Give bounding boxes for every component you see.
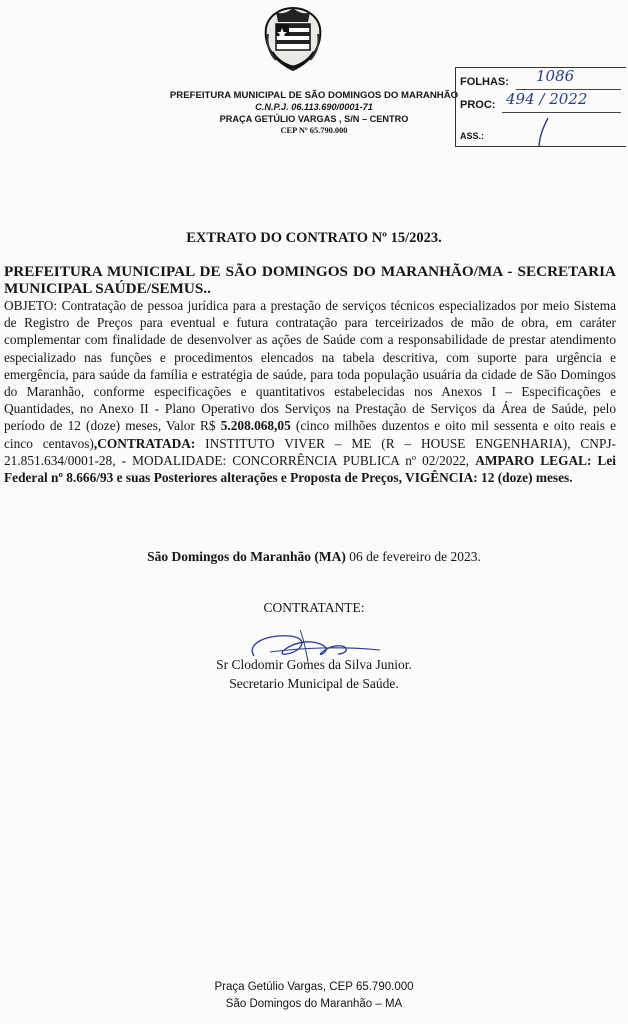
signer-block xyxy=(0,655,628,693)
stamp-folhas-label: FOLHAS: xyxy=(460,76,509,88)
contratante-label: CONTRATANTE: xyxy=(263,600,365,615)
header-address: PRAÇA GETÚLIO VARGAS , S/N – CENTRO xyxy=(219,114,409,124)
stamp-folhas-value: 1086 xyxy=(536,67,575,85)
stamp-ass-label: ASS.: xyxy=(460,131,485,141)
amparo-legal-text: AMPARO LEGAL: Lei Federal nº 8.666/93 e suas Posteriores alterações e Proposta de Preços, VIGÊNCIA: 12 (doze) meses. xyxy=(4,452,616,486)
contratada-label: ,CONTRATADA: xyxy=(93,435,196,451)
document-title: EXTRATO DO CONTRATO Nº 15/2023. xyxy=(186,230,442,246)
contract-value-written: (cinco milhões duzentos e oito mil sessenta e oito reais e cinco centavos) xyxy=(4,418,616,451)
contract-body-text xyxy=(4,297,616,486)
footer-city: São Domingos do Maranhão – MA xyxy=(225,998,403,1010)
objeto-text: OBJETO: Contratação de pessoa jurídica para a prestação de serviços técnicos especializados por meio Sistema de Registro de Preços para eventual e futura contratação para terceirizados de mão de obra, em caráter complementar com finalidade de desenvolver as ações de Saúde com a responsabilidade de prestar atendimento especializado nas funções e procedimentos elencados na tabela descritiva, com suporte para urgência e emergência, para saúde da família e estratégia de saúde, para toda população usuária da cidade de São Domingos do Maranhão, conforme especificações e quantitativos estabelecidas nos Anexos I – Especificações e Quantidades, no Anexo II - Plano Operativo dos Serviços na Prestação de Serviços da Área de Saúde, pelo período de 12 (doze) meses, Valor R$ xyxy=(4,298,616,434)
footer-address: Praça Getúlio Vargas, CEP 65.790.000 xyxy=(214,981,414,993)
stamp-proc-label: PROC: xyxy=(460,99,496,111)
stamp-proc-line xyxy=(502,112,621,113)
signer-name: Sr Clodomir Gomes da Silva Junior. xyxy=(216,657,412,672)
date-line xyxy=(0,549,628,565)
header-cep: CEP Nº 65.790.000 xyxy=(280,126,348,135)
date-place: São Domingos do Maranhão (MA) xyxy=(147,549,346,564)
contract-value: 5.208.068,05 xyxy=(220,418,291,434)
municipal-seal-logo xyxy=(258,4,328,74)
header-org-name: PREFEITURA MUNICIPAL DE SÃO DOMINGOS DO MARANHÃO xyxy=(169,90,459,101)
header-cnpj: C.N.P.J. 06.113.690/0001-71 xyxy=(255,102,373,112)
stamp-proc-value: 494 / 2022 xyxy=(506,90,588,108)
date-value: 06 de fevereiro de 2023. xyxy=(345,549,481,564)
signer-role: Secretario Municipal de Saúde. xyxy=(229,676,399,691)
protocol-stamp xyxy=(455,67,626,147)
document-heading: PREFEITURA MUNICIPAL DE SÃO DOMINGOS DO MARANHÃO/MA - SECRETARIA MUNICIPAL SAÚDE/SEMUS.. xyxy=(4,263,616,297)
contratada-value: INSTITUTO VIVER – ME (R – HOUSE ENGENHARIA), CNPJ-21.851.634/0001-28, - MODALIDADE: CONCORRÊNCIA PUBLICA nº 02/2022, xyxy=(4,435,616,468)
stamp-initial-mark xyxy=(534,116,554,147)
